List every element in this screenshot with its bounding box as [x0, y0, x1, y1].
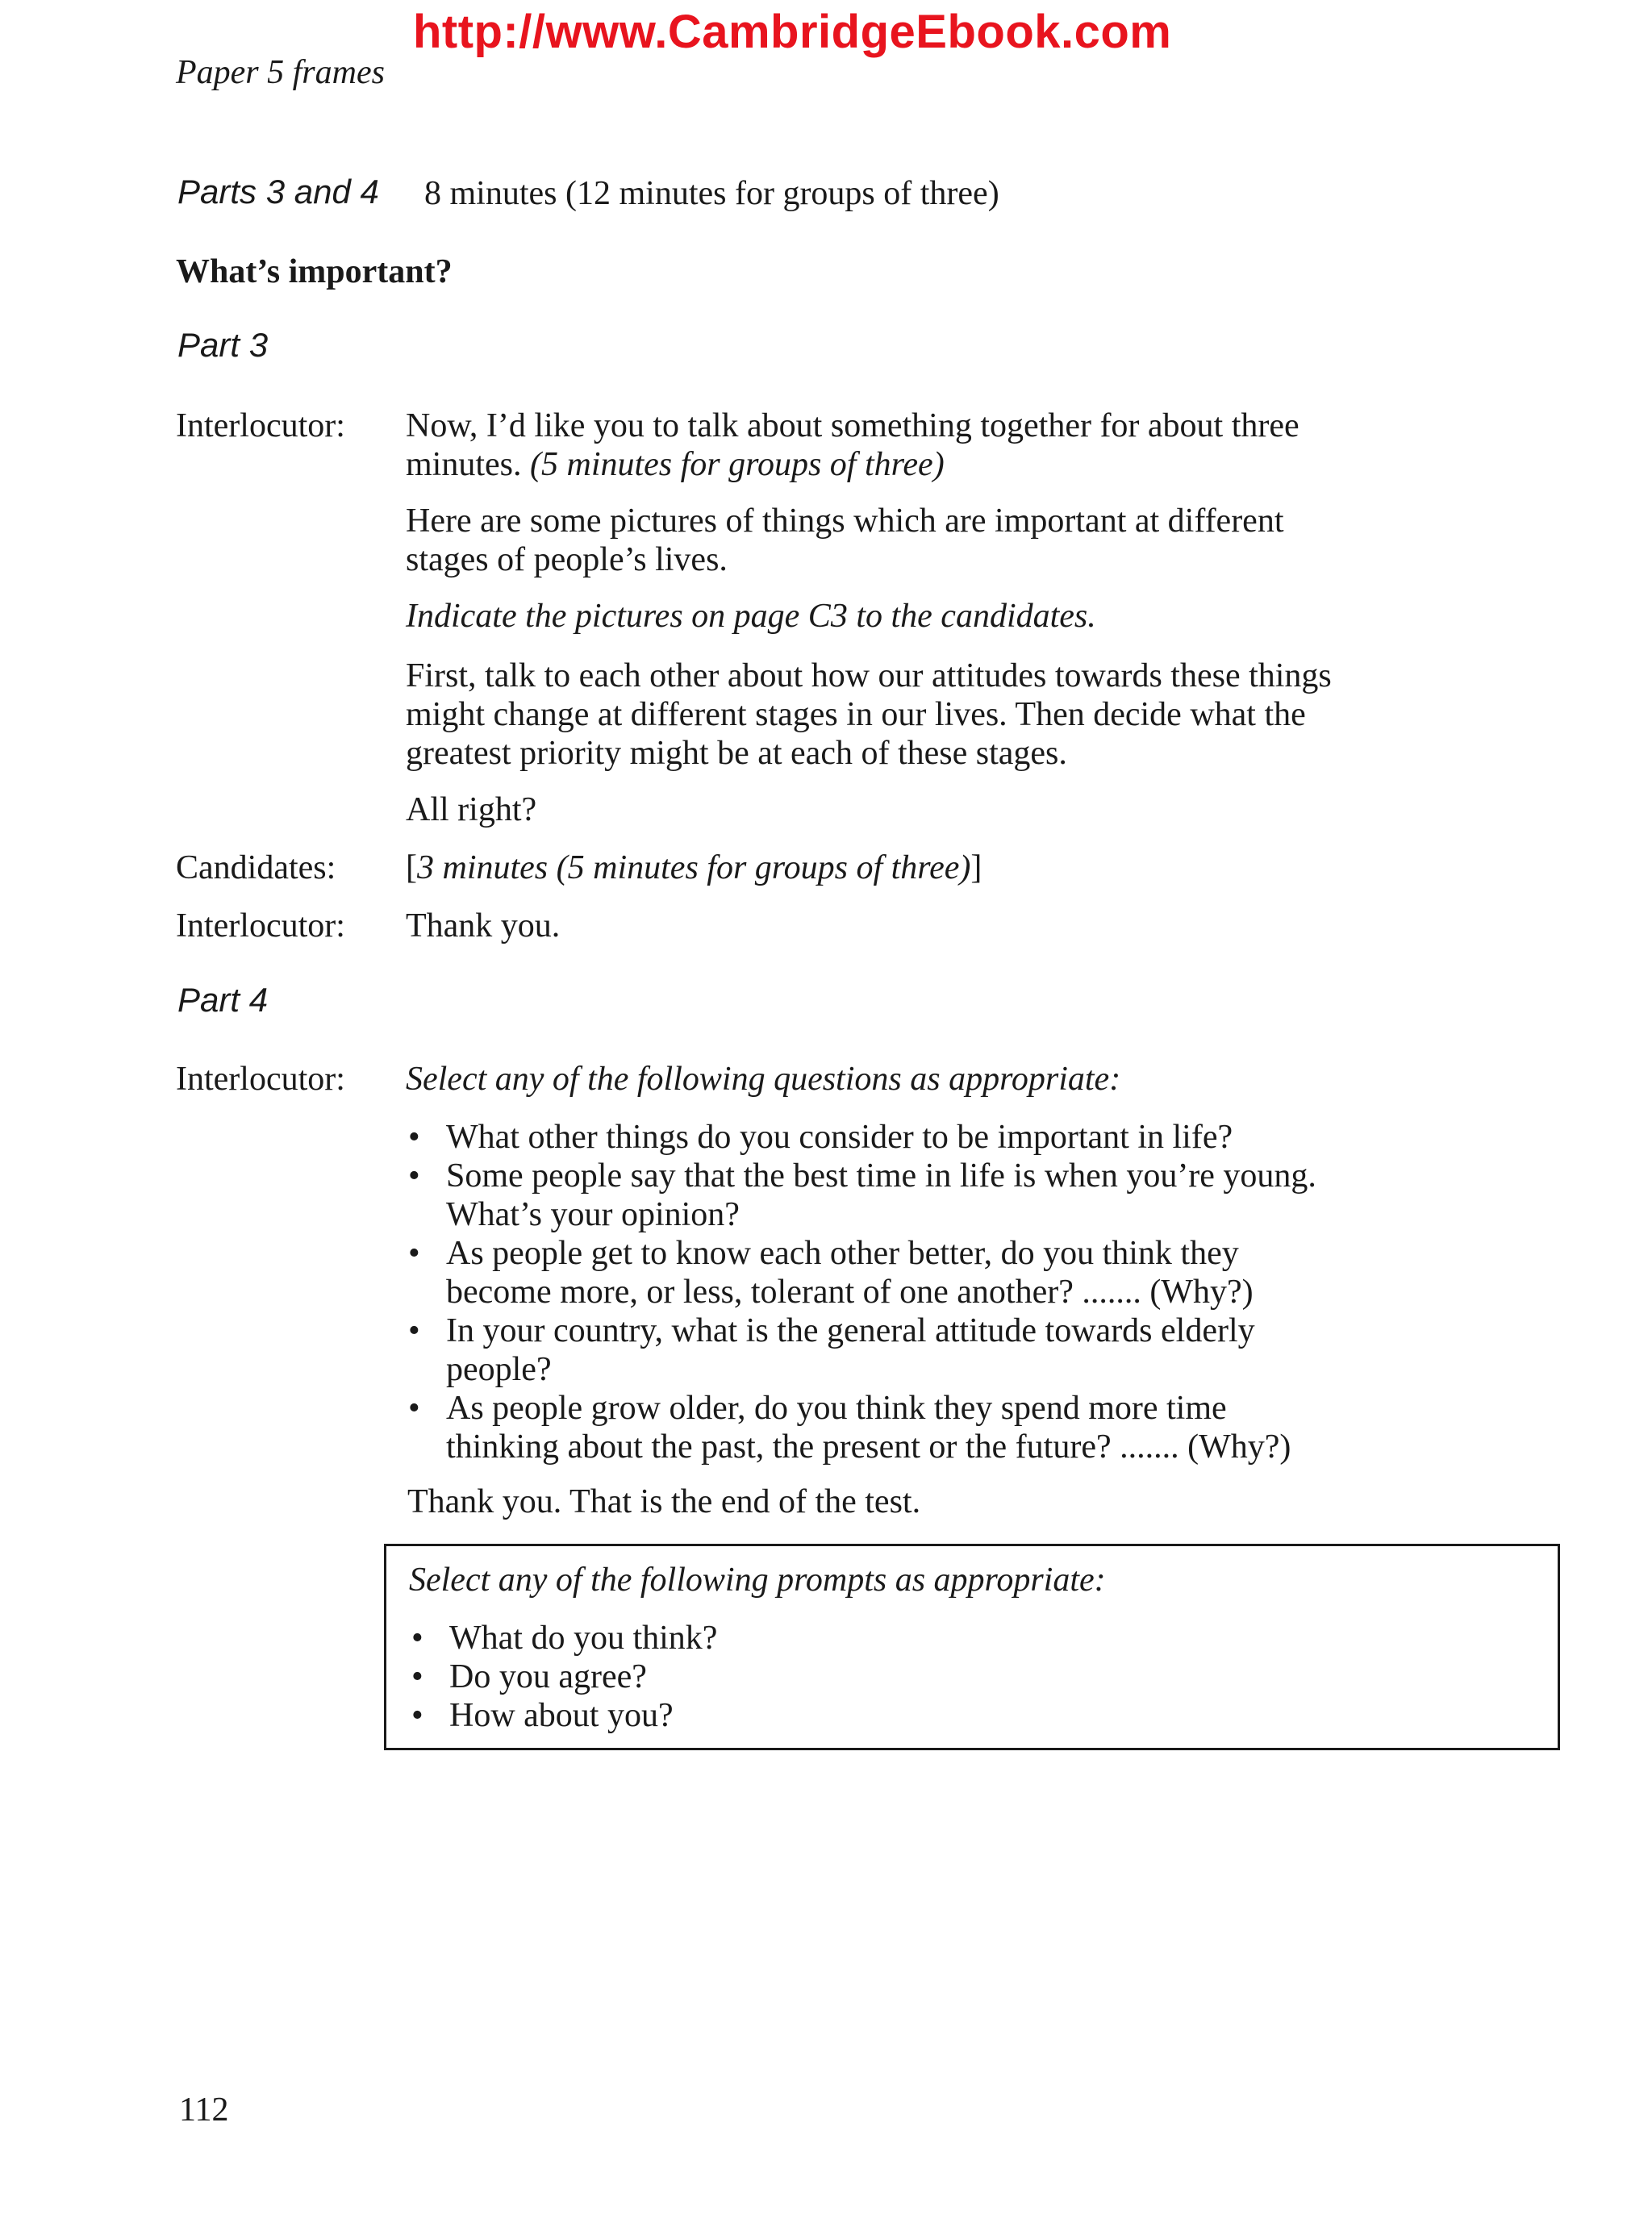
- bullet-icon: •: [408, 1119, 420, 1156]
- question-line: What other things do you consider to be important in life?: [446, 1119, 1233, 1156]
- list-item: [406, 1311, 1316, 1389]
- question-line: thinking about the past, the present or the future? ....... (Why?): [446, 1428, 1291, 1466]
- part4-instruction: Select any of the following questions as appropriate:: [406, 1061, 1121, 1098]
- part3-instruction: Indicate the pictures on page C3 to the candidates.: [406, 598, 1096, 635]
- bullet-icon: •: [408, 1157, 420, 1195]
- list-item: [406, 1157, 1316, 1234]
- bullet-icon: •: [411, 1697, 423, 1734]
- part3-intro-line2: [406, 445, 945, 484]
- running-head: Paper 5 frames: [176, 54, 385, 91]
- candidates-timing: [406, 849, 982, 887]
- question-line: Some people say that the best time in life is when you’re young.: [446, 1157, 1316, 1195]
- question-line: What’s your opinion?: [446, 1196, 740, 1233]
- bullet-icon: •: [408, 1390, 420, 1427]
- bullet-icon: •: [411, 1620, 423, 1657]
- bullet-icon: •: [411, 1658, 423, 1695]
- question-line: As people get to know each other better, do you think they: [446, 1235, 1239, 1272]
- speaker-label-candidates: Candidates:: [176, 849, 336, 886]
- part3-thanks: Thank you.: [406, 907, 561, 944]
- prompts-instruction: Select any of the following prompts as appropriate:: [409, 1562, 1106, 1599]
- list-item: [406, 1389, 1316, 1466]
- question-line: become more, or less, tolerant of one another? ....... (Why?): [446, 1274, 1254, 1311]
- page-number: 112: [179, 2091, 229, 2129]
- part3-task-text: First, talk to each other about how our attitudes towards these things might change at different stages in our lives. Then decide what the greatest priority might be at each of these stages.: [406, 657, 1332, 772]
- list-item: [406, 1118, 1316, 1157]
- speaker-label-interlocutor: Interlocutor:: [176, 407, 345, 444]
- prompts-box: [384, 1544, 1560, 1750]
- part3-intro-line2-plain: minutes.: [406, 446, 530, 483]
- candidates-open-bracket: [: [406, 849, 417, 886]
- list-item: [409, 1696, 717, 1735]
- prompt-text: How about you?: [449, 1697, 674, 1734]
- part3-pictures-text: Here are some pictures of things which are important at different stages of people’s lives.: [406, 502, 1284, 578]
- part3-intro-line2-italic: (5 minutes for groups of three): [530, 446, 945, 483]
- prompt-text: What do you think?: [449, 1620, 718, 1657]
- list-item: [406, 1234, 1316, 1311]
- watermark-url: http://www.CambridgeEbook.com: [413, 6, 1172, 58]
- test-closing: Thank you. That is the end of the test.: [407, 1483, 921, 1520]
- topic-title: What’s important?: [176, 253, 453, 290]
- part4-questions-list: [406, 1118, 1316, 1466]
- candidates-close-bracket: ]: [970, 849, 982, 886]
- bullet-icon: •: [408, 1235, 420, 1272]
- part3-all-right: All right?: [406, 791, 537, 828]
- speaker-label-interlocutor-3: Interlocutor:: [176, 1061, 345, 1098]
- prompt-text: Do you agree?: [449, 1658, 647, 1695]
- list-item: [409, 1657, 717, 1696]
- section-heading: Parts 3 and 4: [177, 173, 379, 211]
- part4-heading: Part 4: [177, 981, 269, 1019]
- part3-heading: Part 3: [177, 326, 269, 364]
- part3-intro-line1: Now, I’d like you to talk about something together for about three: [406, 407, 1299, 444]
- speaker-label-interlocutor-2: Interlocutor:: [176, 907, 345, 944]
- section-timing: 8 minutes (12 minutes for groups of three): [424, 175, 999, 212]
- list-item: [409, 1619, 717, 1657]
- question-line: people?: [446, 1351, 552, 1388]
- prompts-list: [409, 1619, 717, 1735]
- question-line: In your country, what is the general attitude towards elderly: [446, 1312, 1255, 1349]
- bullet-icon: •: [408, 1312, 420, 1349]
- candidates-time: 3 minutes (5 minutes for groups of three): [417, 849, 971, 886]
- question-line: As people grow older, do you think they spend more time: [446, 1390, 1227, 1427]
